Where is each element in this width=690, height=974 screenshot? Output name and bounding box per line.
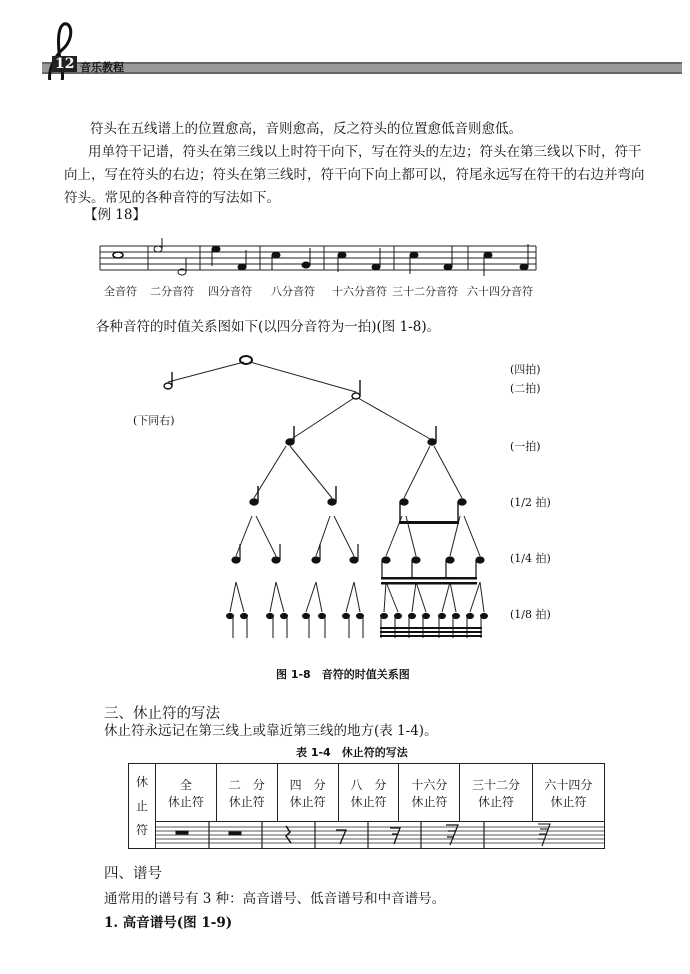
quarter-rest-icon xyxy=(286,826,291,843)
note-value-tree xyxy=(0,350,690,650)
section-3-heading: 三、休止符的写法 xyxy=(104,706,220,722)
paragraph-1: 符头在五线谱上的位置愈高，音则愈高，反之符头的位置愈低音则愈低。 xyxy=(90,121,522,137)
section-4-heading: 四、谱号 xyxy=(104,866,162,882)
note-name-sixteenth: 十六分音符 xyxy=(332,285,387,298)
note-name-half: 二分音符 xyxy=(150,285,194,298)
beat-label-4: (四拍) xyxy=(510,363,541,376)
rest-staff-row xyxy=(156,822,605,849)
half-rest-icon xyxy=(229,832,241,835)
note-name-sixty-fourth: 六十四分音符 xyxy=(467,285,533,298)
tree-annotation: (下同右) xyxy=(133,414,175,427)
sixteenth-rest-icon xyxy=(390,828,400,844)
whole-note xyxy=(240,356,252,364)
paragraph-2: 用单符干记谱，符头在第三线以上时符干向下，写在符头的左边；符头在第三线以下时，符干向上，写在符头的右边；符头在第三线时，符干向下向上都可以，符尾永远写在符干的右边并弯向符头。常见的各种音符的写法如下。 xyxy=(64,144,645,206)
beat-label-eighth: (1/8 拍) xyxy=(510,608,551,621)
note-name-whole: 全音符 xyxy=(104,285,137,298)
beat-label-1: (一拍) xyxy=(510,440,541,453)
beat-label-quarter: (1/4 拍) xyxy=(510,552,551,565)
section-4-text: 通常用的谱号有 3 种：高音谱号、低音谱号和中音谱号。 xyxy=(104,891,446,907)
example-18-staff xyxy=(96,238,546,288)
whole-note xyxy=(113,252,123,258)
whole-rest-icon xyxy=(176,831,188,834)
beat-label-half: (1/2 拍) xyxy=(510,496,551,509)
table-title: 表 1-4 休止符的写法 xyxy=(296,746,408,759)
note-name-eighth: 八分音符 xyxy=(271,285,315,298)
paragraph-3: 各种音符的时值关系图如下(以四分音符为一拍)(图 1-8)。 xyxy=(96,319,441,335)
example-label: 【例 18】 xyxy=(84,207,146,223)
figure-caption: 图 1-8 音符的时值关系图 xyxy=(276,668,410,681)
page-number: 12 xyxy=(52,56,77,72)
book-title: 音乐教程 xyxy=(80,61,124,74)
page-header xyxy=(0,0,690,80)
note-name-thirty-second: 三十二分音符 xyxy=(392,285,458,298)
section-3-text: 休止符永远记在第三线上或靠近第三线的地方(表 1-4)。 xyxy=(104,723,438,739)
eighth-rest-icon xyxy=(336,830,346,844)
rest-table: 休 止 符 全 休止符 二 分 休止符 四 分 休止符 八 分 休止符 十六分 休止符 三十二分 休止符 六十四分 休止符 xyxy=(128,763,605,849)
section-4-subheading: 1. 高音谱号(图 1-9) xyxy=(104,915,233,931)
row-header: 休 止 符 xyxy=(129,764,156,849)
beat-label-2: (二拍) xyxy=(510,382,541,395)
note-name-quarter: 四分音符 xyxy=(208,285,252,298)
